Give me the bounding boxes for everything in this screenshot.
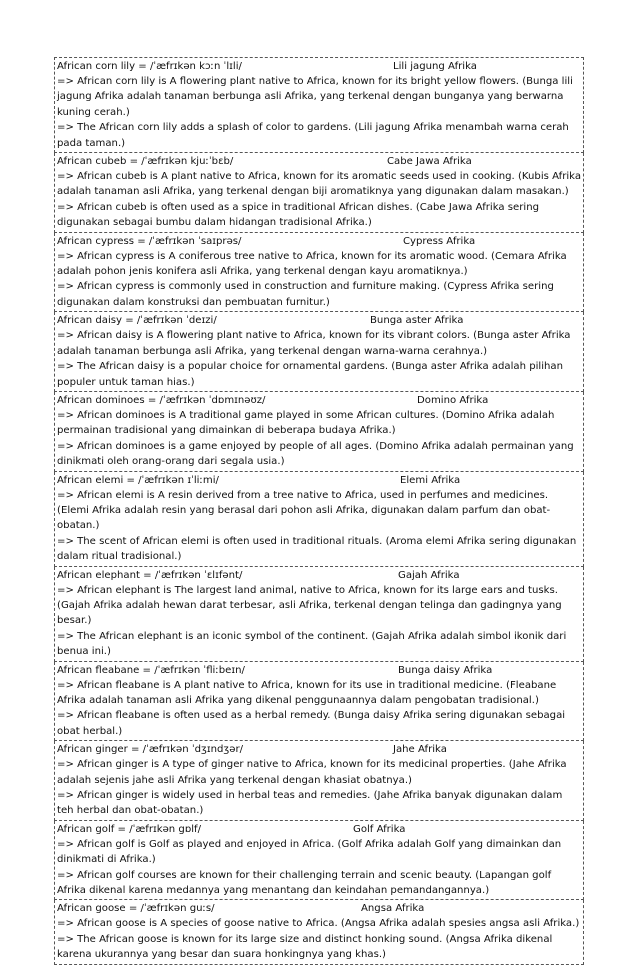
- entry-example: => African dominoes is a game enjoyed by people of all ages. (Domino Afrika adalah permainan yang dinikmati oleh orang-orang dari segala usia.): [57, 440, 574, 468]
- entry-definition: => African cubeb is A plant native to Africa, known for its aromatic seeds used in cooking. (Kubis Afrika adalah tanaman asli Afrika, yang terkenal dengan biji aromatiknya yang digunakan dalam masakan.): [57, 171, 582, 198]
- entry-definition: => African goose is A species of goose native to Africa. (Angsa Afrika adalah spesies angsa asli Afrika.): [57, 918, 580, 930]
- entry-term: African dominoes = /ˈæfrɪkən ˈdɒmɪnəʊz/: [57, 394, 266, 406]
- entry-example: => The African elephant is an iconic symbol of the continent. (Gajah Afrika adalah simbol ikonik dari benua ini.): [57, 630, 567, 658]
- entry-african-daisy: [54, 312, 584, 392]
- entry-term: African daisy = /ˈæfrɪkən ˈdeɪzi/: [57, 315, 217, 327]
- entry-translation: Lili jagung Afrika: [393, 61, 477, 72]
- entry-term: African fleabane = /ˈæfrɪkən ˈfliːbeɪn/: [57, 664, 245, 676]
- entry-example: => African golf courses are known for their challenging terrain and scenic beauty. (Lapangan golf Afrika dikenal karena medannya yang menantang dan keindahan pemandangannya.): [57, 869, 552, 897]
- entry-definition: => African corn lily is A flowering plant native to Africa, known for its bright yellow flowers. (Bunga lili jagung Afrika adalah tanaman berbunga asli Afrika, yang terkenal dengan bunganya yang berwarna kuning cerah.): [57, 76, 573, 118]
- entry-translation: Domino Afrika: [417, 394, 489, 406]
- entry-header: [57, 901, 581, 916]
- entry-term: African corn lily = /ˈæfrɪkən kɔːn ˈlɪli/: [57, 61, 242, 72]
- entry-definition: => African elemi is A resin derived from a tree native to Africa, used in perfumes and medicines. (Elemi Afrika adalah resin yang berasal dari pohon asli Afrika, digunakan dalam parfum dan obat-obatan.): [57, 489, 551, 532]
- entry-header: [57, 234, 581, 249]
- entry-translation: Cypress Afrika: [403, 235, 476, 247]
- entry-african-goose: [54, 900, 584, 964]
- entry-african-ginger: [54, 741, 584, 821]
- entry-translation: Gajah Afrika: [398, 569, 460, 581]
- entry-example: => African ginger is widely used in herbal teas and remedies. (Jahe Afrika banyak digunakan dalam teh herbal dan obat-obatan.): [57, 790, 563, 817]
- entry-term: African cypress = /ˈæfrɪkən ˈsaɪprəs/: [57, 235, 242, 247]
- entry-definition: => African golf is Golf as played and enjoyed in Africa. (Golf Afrika adalah Golf yang dimainkan dan dinikmati di Afrika.): [57, 838, 562, 866]
- entry-definition: => African ginger is A type of ginger native to Africa, known for its medicinal properties. (Jahe Afrika adalah sejenis jahe asli Afrika yang terkenal dengan khasiat obatnya.): [57, 759, 567, 786]
- entry-term: African elemi = /ˈæfrɪkən ɪˈliːmi/: [57, 474, 219, 486]
- entry-african-cypress: [54, 233, 584, 313]
- entry-term: African ginger = /ˈæfrɪkən ˈdʒɪndʒər/: [57, 744, 244, 756]
- entry-header: [57, 663, 581, 678]
- entry-header: [57, 822, 581, 837]
- entry-definition: => African cypress is A coniferous tree native to Africa, known for its aromatic wood. (Cemara Afrika adalah pohon jenis konifera asli Afrika, yang terkenal dengan kayu aromatiknya.): [57, 250, 567, 278]
- entry-definition: => African fleabane is A plant native to Africa, known for its use in traditional medicine. (Fleabane Afrika adalah tanaman asli Afrika yang dikenal penggunaannya dalam pengobatan tradisional.): [57, 679, 557, 706]
- entry-term: African goose = /ˈæfrɪkən guːs/: [57, 903, 215, 915]
- entry-translation: Jahe Afrika: [393, 744, 447, 756]
- entry-header: [57, 473, 581, 488]
- entry-african-dominoes: [54, 392, 584, 472]
- entry-translation: Bunga daisy Afrika: [398, 664, 493, 676]
- entry-term: African golf = /ˈæfrɪkən gɒlf/: [57, 823, 201, 835]
- entry-example: => The African goose is known for its large size and distinct honking sound. (Angsa Afrika dikenal karena ukurannya yang besar dan suara honkingnya yang khas.): [57, 933, 553, 961]
- entry-translation: Elemi Afrika: [400, 474, 461, 486]
- entry-example: => African cypress is commonly used in construction and furniture making. (Cypress Afrika sering digunakan dalam konstruksi dan pembuatan furnitur.): [57, 281, 554, 308]
- entry-african-fleabane: [54, 662, 584, 742]
- entry-translation: Golf Afrika: [353, 823, 406, 835]
- entry-header: [57, 313, 581, 328]
- entry-translation: Angsa Afrika: [361, 903, 425, 915]
- entry-african-corn-lily: [54, 57, 584, 153]
- entry-definition: => African dominoes is A traditional game played in some African cultures. (Domino Afrika adalah permainan tradisional yang dimainkan di beberapa budaya Afrika.): [57, 409, 555, 437]
- entry-translation: Bunga aster Afrika: [370, 315, 464, 327]
- entry-definition: => African daisy is A flowering plant native to Africa, known for its vibrant colors. (Bunga aster Afrika adalah tanaman berbunga asli Afrika, yang terkenal dengan warna-warna cerahnya.): [57, 330, 571, 357]
- entry-translation: Cabe Jawa Afrika: [387, 156, 472, 168]
- entry-header: [57, 393, 581, 408]
- entry-example: => The African corn lily adds a splash of color to gardens. (Lili jagung Afrika menambah warna cerah pada taman.): [57, 122, 569, 149]
- entry-definition: => African elephant is The largest land animal, native to Africa, known for its large ears and tusks. (Gajah Afrika adalah hewan darat terbesar, asli Afrika, terkenal dengan telinga dan gadingnya yang besar.): [57, 584, 562, 627]
- entry-header: [57, 59, 581, 74]
- entry-example: => The scent of African elemi is often used in traditional rituals. (Aroma elemi Afrika sering digunakan dalam ritual tradisional.): [57, 535, 577, 563]
- entry-example: => African cubeb is often used as a spice in traditional African dishes. (Cabe Jawa Afrika sering digunakan sebagai bumbu dalam hidangan tradisional Afrika.): [57, 201, 540, 229]
- entry-african-elemi: [54, 472, 584, 567]
- entry-african-cubeb: [54, 153, 584, 233]
- entry-african-elephant: [54, 567, 584, 662]
- entry-example: => The African daisy is a popular choice for ornamental gardens. (Bunga aster Afrika adalah pilihan populer untuk taman hias.): [57, 361, 564, 388]
- entry-african-golf: [54, 821, 584, 901]
- entry-header: [57, 568, 581, 583]
- entry-header: [57, 154, 581, 169]
- entry-header: [57, 742, 581, 757]
- entry-example: => African fleabane is often used as a herbal remedy. (Bunga daisy Afrika sering digunakan sebagai obat herbal.): [57, 710, 566, 737]
- vocabulary-list: [54, 57, 584, 965]
- entry-term: African cubeb = /ˈæfrɪkən kjuːˈbɛb/: [57, 156, 234, 168]
- entry-term: African elephant = /ˈæfrɪkən ˈɛlɪfənt/: [57, 569, 243, 581]
